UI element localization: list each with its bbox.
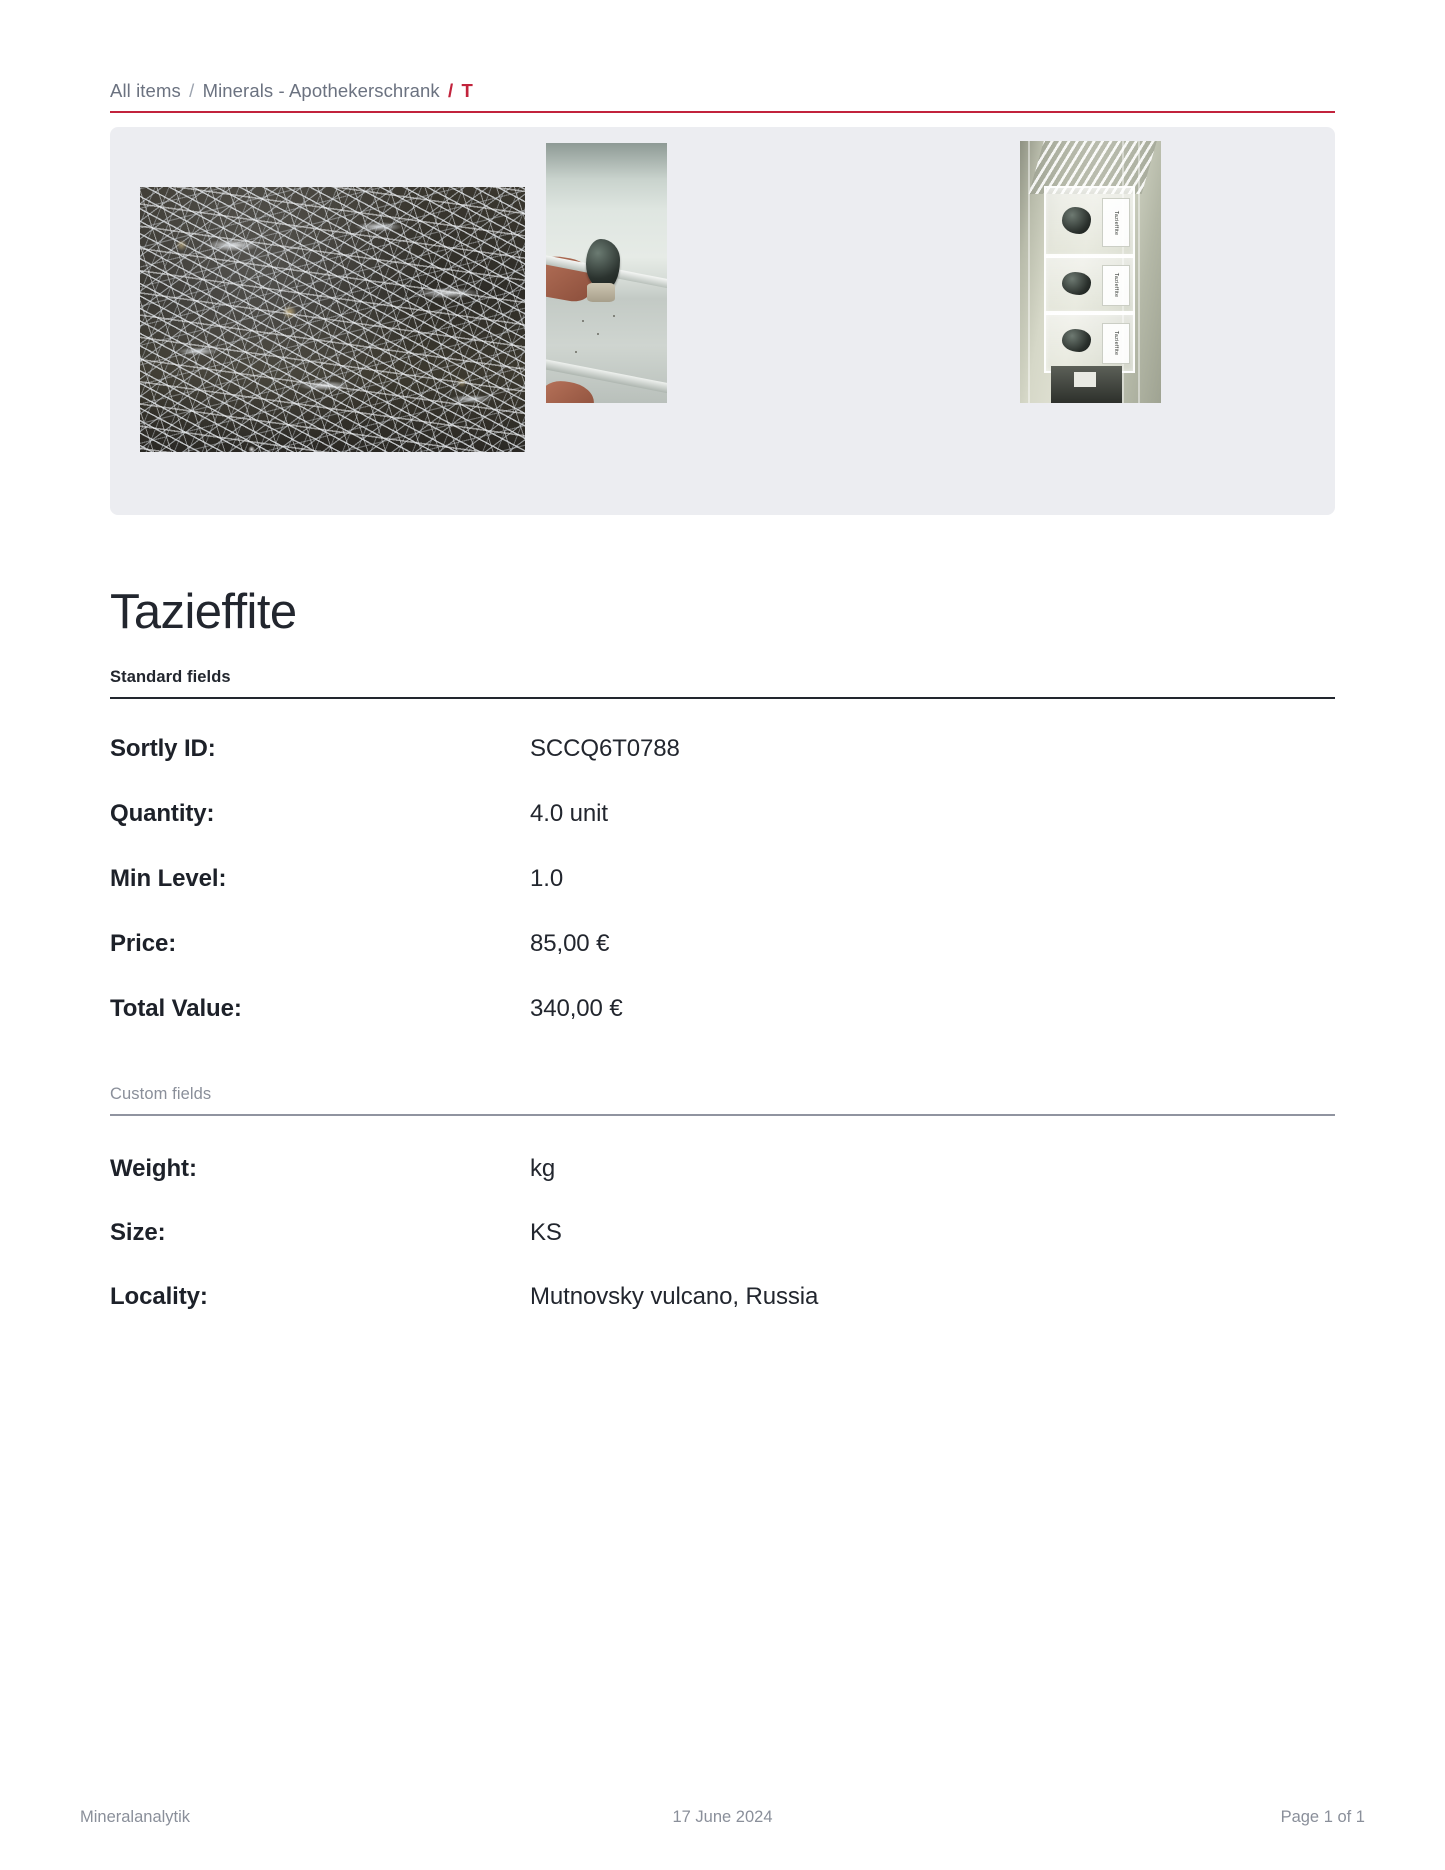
photo-needle-crystal-cluster[interactable] xyxy=(140,187,525,452)
box-label-1-text: Tazieffite xyxy=(1112,210,1119,235)
photo-specimen-on-tray[interactable] xyxy=(546,143,667,403)
field-label-price: Price: xyxy=(110,930,177,957)
footer-date: 17 June 2024 xyxy=(672,1808,773,1826)
display-box-2 xyxy=(1044,254,1135,316)
box-label-3-text: Tazieffite xyxy=(1112,330,1119,356)
table-row xyxy=(110,800,1335,865)
footer-account-name: Mineralanalytik xyxy=(80,1808,191,1826)
box-label-1 xyxy=(1102,198,1130,246)
field-label-weight: Weight: xyxy=(110,1155,197,1182)
field-label-sortly-id: Sortly ID: xyxy=(110,735,216,762)
display-box-3 xyxy=(1044,311,1135,373)
field-label-size: Size: xyxy=(110,1219,166,1246)
box-label-2 xyxy=(1102,265,1130,306)
page-title: Tazieffite xyxy=(110,584,297,639)
photo-display-cabinet[interactable] xyxy=(1020,141,1161,403)
field-label-quantity: Quantity: xyxy=(110,800,215,827)
field-value-locality: Mutnovsky vulcano, Russia xyxy=(530,1283,819,1310)
specimen-in-box-2 xyxy=(1062,272,1092,295)
custom-fields-section-header xyxy=(110,1085,1335,1116)
breadcrumb-separator: / xyxy=(189,80,195,101)
photo-display-cabinet-pixels xyxy=(1020,141,1161,403)
table-row xyxy=(110,1283,1335,1347)
table-row xyxy=(110,1155,1335,1219)
footer-page-number: Page 1 of 1 xyxy=(1280,1808,1365,1826)
display-box-1 xyxy=(1044,186,1135,258)
field-value-quantity: 4.0 unit xyxy=(530,800,608,827)
specimen-in-box-3 xyxy=(1062,329,1092,352)
breadcrumb-item-current[interactable]: T xyxy=(461,80,473,101)
box-label-3 xyxy=(1102,323,1130,364)
standard-fields-section-header xyxy=(110,668,1335,699)
standard-fields-divider xyxy=(110,697,1335,699)
custom-fields-label: Custom fields xyxy=(110,1085,212,1103)
field-value-weight: kg xyxy=(530,1155,556,1182)
field-value-total-value: 340,00 € xyxy=(530,995,623,1022)
custom-fields-divider xyxy=(110,1114,1335,1116)
breadcrumb-item-all-items[interactable]: All items xyxy=(110,80,181,101)
table-row xyxy=(110,865,1335,930)
standard-fields-label: Standard fields xyxy=(110,668,231,686)
table-row xyxy=(110,930,1335,995)
image-gallery xyxy=(110,127,1335,515)
field-label-total-value: Total Value: xyxy=(110,995,242,1022)
custom-fields-list xyxy=(110,1155,1335,1347)
breadcrumb-divider xyxy=(110,111,1335,113)
breadcrumb xyxy=(110,80,1335,112)
field-value-sortly-id: SCCQ6T0788 xyxy=(530,735,680,762)
breadcrumb-item-minerals-apothekerschrank[interactable]: Minerals - Apothekerschrank xyxy=(202,80,440,101)
breadcrumb-separator-last: / xyxy=(447,80,454,101)
field-label-locality: Locality: xyxy=(110,1283,208,1310)
field-label-min-level: Min Level: xyxy=(110,865,227,892)
specimen-shape xyxy=(586,239,620,288)
table-row xyxy=(110,735,1335,800)
field-value-size: KS xyxy=(530,1219,562,1246)
photo-needle-crystal-cluster-pixels xyxy=(140,187,525,452)
box-label-2-text: Tazieffite xyxy=(1112,273,1119,298)
cabinet-pedestal-tag xyxy=(1074,372,1097,388)
table-row xyxy=(110,995,1335,1060)
specimen-in-box-1 xyxy=(1062,207,1092,234)
field-value-min-level: 1.0 xyxy=(530,865,564,892)
standard-fields-list xyxy=(110,735,1335,1060)
field-value-price: 85,00 € xyxy=(530,930,610,957)
page-footer xyxy=(80,1808,1365,1827)
table-row xyxy=(110,1219,1335,1283)
photo-specimen-on-tray-pixels xyxy=(546,143,667,403)
specimen-base-shape xyxy=(587,283,615,301)
hand-finger-shape-2 xyxy=(546,379,597,403)
